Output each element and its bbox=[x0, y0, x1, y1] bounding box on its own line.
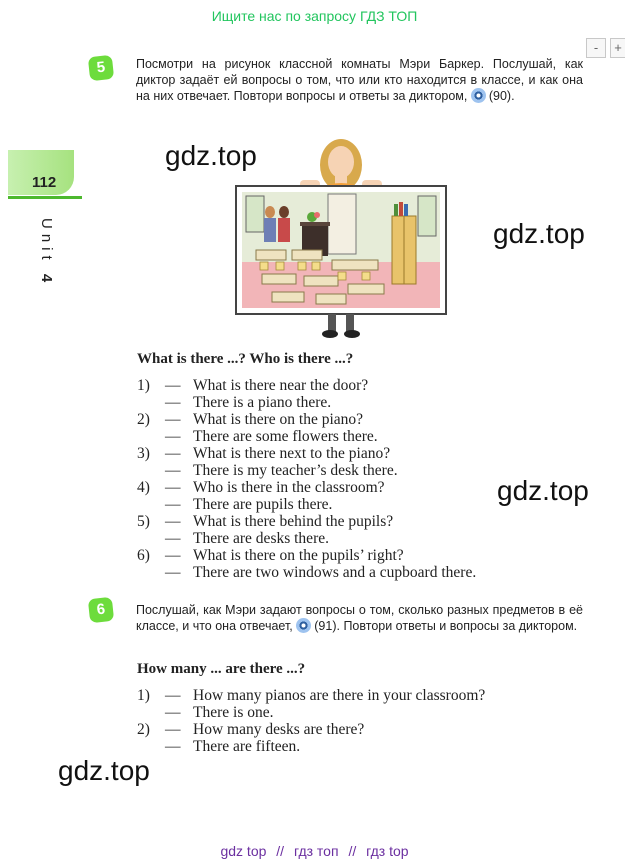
question-text: What is there behind the pupils? bbox=[193, 513, 394, 530]
zoom-out-button[interactable]: - bbox=[586, 38, 606, 58]
watermark-1: gdz.top bbox=[165, 140, 257, 171]
page-tab-underline bbox=[8, 196, 82, 199]
footer-separator: // bbox=[348, 843, 357, 859]
answer-text: There are pupils there. bbox=[193, 496, 333, 513]
item-number: 3) bbox=[137, 445, 150, 462]
exercise-5-dialogue bbox=[137, 377, 476, 581]
answer-text: There are desks there. bbox=[193, 530, 329, 547]
exercise-5-instruction-text: Посмотри на рисунок классной комнаты Мэри Баркер. Послушай, как диктор задаёт ей вопросы о том, что или кто находится в классе, и как она на них отвечает. Повтори вопросы и ответы за диктором, bbox=[136, 57, 583, 103]
item-number: 1) bbox=[137, 687, 150, 704]
item-number: 4) bbox=[137, 479, 150, 496]
question-text: What is there on the pupils’ right? bbox=[193, 547, 404, 564]
exercise-6-badge: 6 bbox=[88, 597, 114, 623]
dialogue-answer bbox=[137, 428, 476, 445]
footer-link-2[interactable]: гдз топ bbox=[293, 843, 339, 859]
footer-links bbox=[0, 843, 629, 859]
unit-number: 4 bbox=[38, 273, 55, 288]
watermark-2: gdz.top bbox=[493, 218, 585, 249]
dialogue-question bbox=[137, 411, 476, 428]
question-text: How many desks are there? bbox=[193, 721, 365, 738]
unit-label bbox=[38, 218, 55, 287]
audio-cd-icon[interactable] bbox=[471, 88, 486, 103]
dash: — bbox=[165, 721, 181, 738]
zoom-in-button[interactable]: + bbox=[610, 38, 625, 58]
dash: — bbox=[165, 513, 181, 530]
classroom-illustration bbox=[232, 138, 450, 340]
dash: — bbox=[165, 411, 181, 428]
dash: — bbox=[165, 428, 181, 445]
item-number: 1) bbox=[137, 377, 150, 394]
answer-text: There are two windows and a cupboard there. bbox=[193, 564, 477, 581]
question-text: What is there near the door? bbox=[193, 377, 369, 394]
exercise-6-track: (91). bbox=[314, 619, 340, 633]
answer-text: There are fifteen. bbox=[193, 738, 301, 755]
question-text: How many pianos are there in your classroom? bbox=[193, 687, 486, 704]
dialogue-question bbox=[137, 687, 485, 704]
dash: — bbox=[165, 394, 181, 411]
footer-link-1[interactable]: gdz top bbox=[220, 843, 267, 859]
dialogue-question bbox=[137, 547, 476, 564]
item-number: 2) bbox=[137, 721, 150, 738]
dash: — bbox=[165, 377, 181, 394]
dialogue-question bbox=[137, 479, 476, 496]
answer-text: There is a piano there. bbox=[193, 394, 332, 411]
dash: — bbox=[165, 496, 181, 513]
unit-word: Unit bbox=[38, 218, 55, 265]
item-number: 5) bbox=[137, 513, 150, 530]
dialogue-answer bbox=[137, 496, 476, 513]
question-text: Who is there in the classroom? bbox=[193, 479, 385, 496]
dialogue-answer bbox=[137, 394, 476, 411]
search-banner[interactable]: Ищите нас по запросу ГДЗ ТОП bbox=[211, 8, 418, 24]
dialogue-question bbox=[137, 721, 485, 738]
dialogue-answer bbox=[137, 704, 485, 721]
page-number: 112 bbox=[32, 174, 57, 191]
audio-cd-icon[interactable] bbox=[296, 618, 311, 633]
dialogue-question bbox=[137, 377, 476, 394]
dash: — bbox=[165, 479, 181, 496]
exercise-6-heading: How many ... are there ...? bbox=[137, 661, 306, 677]
question-text: What is there on the piano? bbox=[193, 411, 364, 428]
dialogue-question bbox=[137, 513, 476, 530]
dash: — bbox=[165, 687, 181, 704]
exercise-6-dialogue bbox=[137, 687, 485, 755]
dash: — bbox=[165, 704, 181, 721]
footer-separator: // bbox=[276, 843, 285, 859]
answer-text: There are some flowers there. bbox=[193, 428, 378, 445]
answer-text: There is my teacher’s desk there. bbox=[193, 462, 398, 479]
exercise-6-instruction-text: Послушай, как Мэри задают вопросы о том, сколько разных предметов в её классе, и что она отвечает, bbox=[136, 603, 583, 633]
footer-link-3[interactable]: гдз top bbox=[366, 843, 409, 859]
question-text: What is there next to the piano? bbox=[193, 445, 391, 462]
exercise-5-heading: What is there ...? Who is there ...? bbox=[137, 351, 354, 367]
dialogue-answer bbox=[137, 738, 485, 755]
dash: — bbox=[165, 564, 181, 581]
dash: — bbox=[165, 445, 181, 462]
dash: — bbox=[165, 738, 181, 755]
exercise-6-instruction-tail: Повтори ответы и вопросы за диктором. bbox=[343, 619, 578, 633]
exercise-5-badge: 5 bbox=[88, 55, 114, 81]
dash: — bbox=[165, 462, 181, 479]
dialogue-answer bbox=[137, 564, 476, 581]
dialogue-question bbox=[137, 445, 476, 462]
dialogue-answer bbox=[137, 462, 476, 479]
dialogue-answer bbox=[137, 530, 476, 547]
answer-text: There is one. bbox=[193, 704, 274, 721]
exercise-6-instruction bbox=[136, 602, 583, 634]
watermark-3: gdz.top bbox=[497, 475, 589, 506]
watermark-4: gdz.top bbox=[58, 755, 150, 786]
item-number: 6) bbox=[137, 547, 150, 564]
item-number: 2) bbox=[137, 411, 150, 428]
dash: — bbox=[165, 530, 181, 547]
exercise-5-instruction bbox=[136, 56, 583, 104]
exercise-5-track: (90). bbox=[488, 89, 515, 103]
dash: — bbox=[165, 547, 181, 564]
